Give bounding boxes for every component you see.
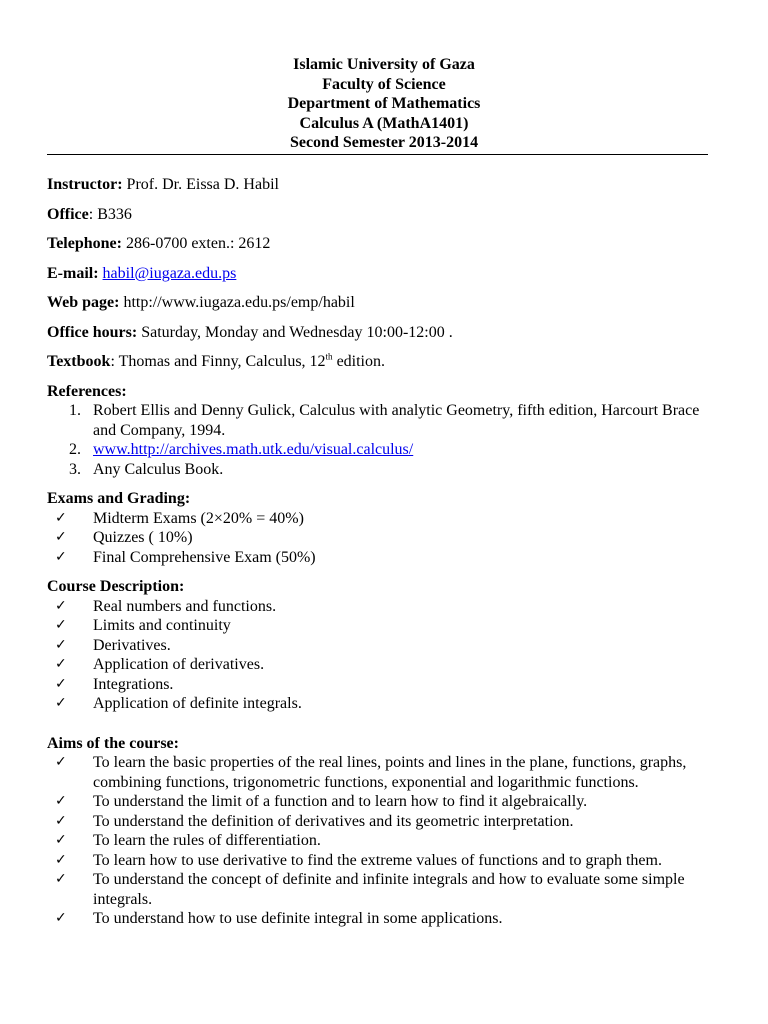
document-header — [0, 55, 768, 153]
hours-label: Office hours: — [47, 323, 138, 341]
list-item-text: Final Comprehensive Exam (50%) — [93, 548, 316, 566]
checkmark-icon: ✓ — [55, 656, 67, 672]
exams-title: Exams and Grading: — [47, 490, 191, 507]
textbook-superscript: th — [325, 351, 333, 362]
hours-field — [47, 323, 712, 343]
checkmark-icon: ✓ — [55, 509, 67, 526]
description-title: Course Description: — [47, 578, 185, 595]
list-item — [47, 528, 712, 548]
list-item-text: Limits and continuity — [93, 617, 231, 634]
web-value: http://www.iugaza.edu.ps/emp/habil — [119, 294, 355, 311]
checkmark-icon: ✓ — [55, 529, 67, 545]
telephone-label: Telephone: — [47, 235, 122, 252]
list-item — [47, 548, 712, 568]
list-number: 1. — [69, 402, 81, 419]
list-item — [47, 597, 712, 617]
list-item-text: To learn the basic properties of the real lines, points and lines in the plane, functions, graphs, combining functions, trigonometric functions, exponential and logarithmic functions. — [93, 754, 687, 791]
list-item — [47, 812, 712, 832]
list-item-text: Real numbers and functions. — [93, 597, 277, 615]
semester: Second Semester 2013-2014 — [289, 134, 479, 151]
list-item-text: To learn the rules of differentiation. — [93, 832, 321, 849]
list-item — [47, 792, 712, 812]
checkmark-icon: ✓ — [55, 548, 67, 565]
email-field — [47, 264, 712, 284]
list-item — [47, 694, 712, 714]
email-link[interactable]: habil@iugaza.edu.ps — [102, 264, 237, 282]
list-number: 3. — [69, 460, 81, 478]
list-item — [47, 509, 712, 529]
checkmark-icon: ✓ — [55, 597, 67, 614]
checkmark-icon: ✓ — [55, 812, 67, 829]
document-body — [47, 175, 712, 929]
hours-value: Saturday, Monday and Wednesday 10:00-12:00 . — [137, 323, 453, 341]
checkmark-icon: ✓ — [55, 793, 67, 809]
telephone-field — [47, 234, 712, 254]
list-item-text: Robert Ellis and Denny Gulick, Calculus with analytic Geometry, fifth edition, Harcourt Brace and Company, 1994. — [93, 402, 700, 439]
references-section — [47, 382, 712, 480]
checkmark-icon: ✓ — [55, 832, 67, 848]
list-item — [47, 440, 712, 460]
list-item — [47, 909, 712, 929]
header-divider — [47, 154, 708, 155]
checkmark-icon: ✓ — [55, 910, 67, 926]
checkmark-icon: ✓ — [55, 695, 67, 711]
list-item — [47, 460, 712, 480]
list-item — [47, 753, 712, 792]
list-item-text: Application of derivatives. — [93, 656, 265, 673]
list-item — [47, 851, 712, 871]
description-list — [47, 597, 712, 714]
aims-list — [47, 753, 712, 929]
list-item-text: To understand the concept of definite and infinite integrals and how to evaluate some simple integrals. — [93, 871, 685, 908]
web-field — [47, 293, 712, 313]
checkmark-icon: ✓ — [55, 851, 67, 868]
exams-section — [47, 489, 712, 567]
aims-section — [47, 734, 712, 929]
list-item — [47, 636, 712, 656]
web-label: Web page: — [47, 294, 120, 311]
instructor-value: Prof. Dr. Eissa D. Habil — [122, 176, 279, 193]
list-item-text: Midterm Exams (2×20% = 40%) — [93, 509, 304, 527]
office-label: Office — [47, 205, 89, 223]
list-item — [47, 401, 712, 440]
textbook-value: : Thomas and Finny, Calculus, 12 — [110, 353, 326, 370]
list-item-text: Integrations. — [93, 675, 174, 693]
department-name: Department of Mathematics — [287, 95, 481, 112]
faculty-name: Faculty of Science — [322, 75, 446, 93]
description-section — [47, 577, 712, 714]
email-label: E-mail: — [47, 264, 99, 282]
list-item-text: Quizzes ( 10%) — [93, 529, 193, 546]
checkmark-icon: ✓ — [55, 754, 67, 770]
office-field — [47, 205, 712, 225]
list-item-text: Any Calculus Book. — [93, 460, 224, 478]
textbook-field — [47, 352, 712, 372]
checkmark-icon: ✓ — [55, 675, 67, 692]
instructor-label: Instructor: — [47, 176, 123, 193]
textbook-tail: edition. — [332, 353, 385, 370]
list-item — [47, 616, 712, 636]
university-name: Islamic University of Gaza — [293, 56, 475, 73]
list-item-text: To understand how to use definite integral in some applications. — [93, 910, 503, 927]
list-item-text: Application of definite integrals. — [93, 695, 302, 712]
list-item-text: Derivatives. — [93, 636, 171, 654]
instructor-field — [47, 175, 712, 195]
textbook-label: Textbook — [47, 353, 111, 370]
checkmark-icon: ✓ — [55, 636, 67, 653]
checkmark-icon: ✓ — [55, 617, 67, 633]
references-title: References: — [47, 382, 127, 400]
course-name: Calculus A (MathA1401) — [299, 114, 469, 132]
list-item — [47, 655, 712, 675]
office-value: : B336 — [88, 205, 132, 223]
list-item — [47, 831, 712, 851]
checkmark-icon: ✓ — [55, 871, 67, 887]
telephone-value: 286-0700 exten.: 2612 — [121, 235, 271, 252]
list-item-text: To understand the limit of a function and to learn how to find it algebraically. — [93, 793, 588, 810]
list-number: 2. — [69, 441, 81, 458]
exams-list — [47, 509, 712, 568]
list-item-text: To learn how to use derivative to find the extreme values of functions and to graph them. — [93, 851, 662, 869]
reference-link[interactable]: www.http://archives.math.utk.edu/visual.calculus/ — [93, 441, 414, 458]
references-list — [47, 401, 712, 479]
list-item — [47, 675, 712, 695]
list-item-text: To understand the definition of derivatives and its geometric interpretation. — [93, 812, 574, 830]
aims-title: Aims of the course: — [47, 734, 179, 752]
list-item — [47, 870, 712, 909]
